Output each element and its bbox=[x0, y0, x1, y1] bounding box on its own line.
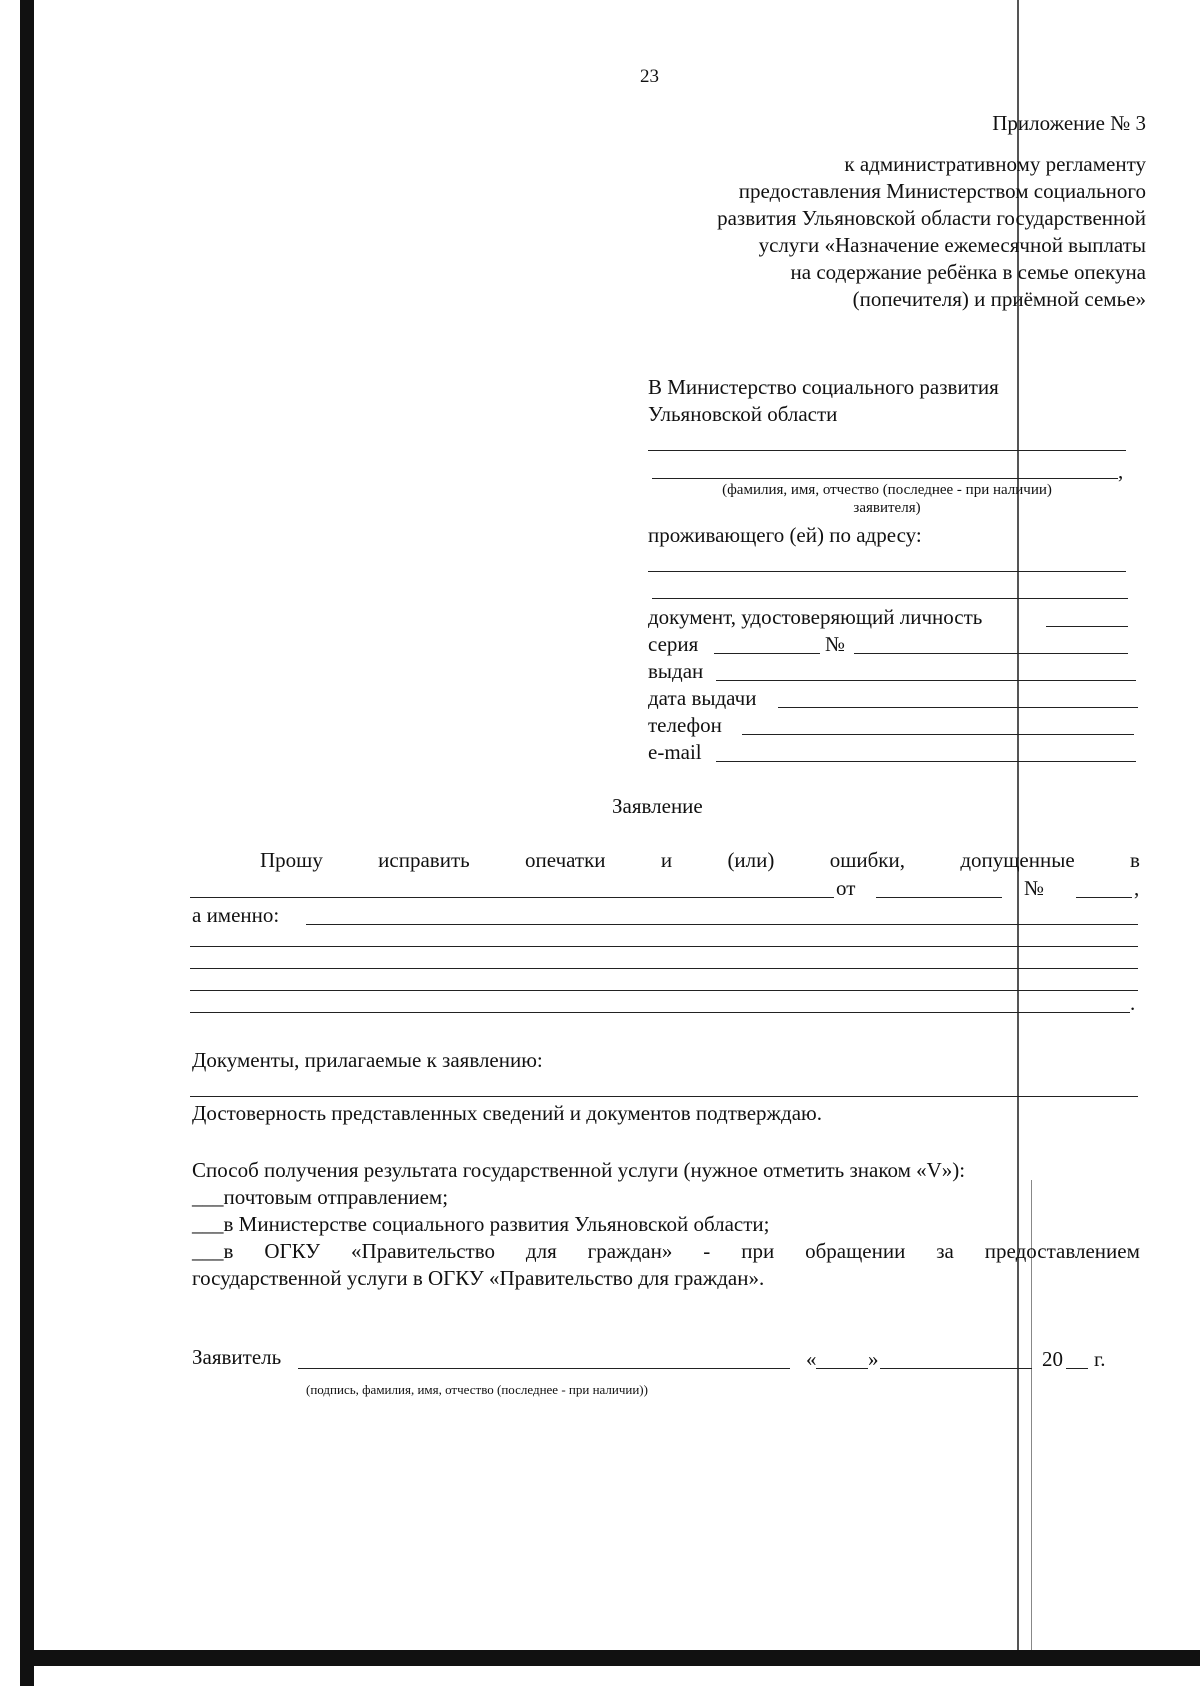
namely-end-dot: . bbox=[1130, 991, 1136, 1015]
statement-title: Заявление bbox=[612, 794, 703, 818]
delivery-option-ogku-line-2: государственной услуги в ОГКУ «Правительство для граждан». bbox=[192, 1266, 765, 1290]
doc-number-field[interactable] bbox=[854, 653, 1128, 654]
option-word: ОГКУ bbox=[264, 1239, 321, 1263]
address-label: проживающего (ей) по адресу: bbox=[648, 523, 922, 547]
issued-field[interactable] bbox=[716, 680, 1136, 681]
delivery-option-ministry[interactable] bbox=[192, 1211, 770, 1238]
appendix-title: Приложение № 3 bbox=[992, 111, 1146, 135]
option-word: в bbox=[223, 1239, 234, 1263]
ref-number-sign: № bbox=[1024, 876, 1045, 900]
documents-label: Документы, прилагаемые к заявлению: bbox=[192, 1048, 543, 1072]
name-caption-2: заявителя) bbox=[853, 500, 921, 516]
address-field-2[interactable] bbox=[652, 598, 1128, 599]
request-word: в bbox=[1130, 848, 1140, 872]
series-field[interactable] bbox=[714, 653, 820, 654]
year-suffix: г. bbox=[1094, 1347, 1106, 1371]
checkbox-blank[interactable]: ___ bbox=[192, 1239, 224, 1263]
namely-field-line-4[interactable] bbox=[190, 990, 1138, 991]
issue-date-field[interactable] bbox=[778, 707, 1138, 708]
request-word: ошибки, bbox=[829, 848, 906, 872]
series-number-sign: № bbox=[825, 632, 846, 656]
year-prefix: 20 bbox=[1042, 1347, 1063, 1371]
from-label: от bbox=[836, 876, 856, 900]
appendix-line-5: на содержание ребёнка в семье опекуна bbox=[790, 260, 1146, 284]
scan-left-border bbox=[20, 0, 34, 1686]
ref-comma: , bbox=[1134, 876, 1140, 900]
applicant-name-field[interactable] bbox=[652, 478, 1118, 479]
checkbox-blank[interactable]: ___ bbox=[192, 1212, 224, 1236]
phone-label: телефон bbox=[648, 713, 722, 737]
email-field[interactable] bbox=[716, 761, 1136, 762]
month-field[interactable] bbox=[880, 1368, 1032, 1369]
phone-field[interactable] bbox=[742, 734, 1134, 735]
addressee-blank-1[interactable] bbox=[648, 450, 1126, 451]
ref-number-field[interactable] bbox=[1076, 897, 1132, 898]
day-field[interactable] bbox=[816, 1368, 868, 1369]
delivery-label: Способ получения результата государственной услуги (нужное отметить знаком «V»): bbox=[192, 1158, 966, 1182]
request-word: допущенные bbox=[960, 848, 1075, 872]
name-caption-1: (фамилия, имя, отчество (последнее - при наличии) bbox=[722, 482, 1052, 498]
address-field-1[interactable] bbox=[648, 571, 1126, 572]
document-ref-field[interactable] bbox=[190, 897, 834, 898]
request-word: Прошу bbox=[260, 848, 323, 872]
request-word: и bbox=[660, 848, 673, 872]
year-field[interactable] bbox=[1066, 1368, 1088, 1369]
option-word: обращении bbox=[805, 1239, 906, 1263]
appendix-line-1: к административному регламенту bbox=[844, 152, 1146, 176]
date-ref-field[interactable] bbox=[876, 897, 1002, 898]
option-word: - bbox=[703, 1239, 711, 1263]
option-label: почтовым отправлением; bbox=[223, 1185, 449, 1209]
signature-field[interactable] bbox=[298, 1368, 790, 1369]
name-comma: , bbox=[1118, 459, 1124, 483]
applicant-label: Заявитель bbox=[192, 1345, 282, 1369]
issued-label: выдан bbox=[648, 659, 704, 683]
option-word: для bbox=[525, 1239, 557, 1263]
checkbox-blank[interactable]: ___ bbox=[192, 1185, 224, 1209]
option-word: за bbox=[936, 1239, 954, 1263]
option-word: граждан» bbox=[587, 1239, 673, 1263]
option-label: в Министерстве социального развития Ульяновской области; bbox=[223, 1212, 770, 1236]
date-close-quote: » bbox=[868, 1347, 879, 1371]
request-word: исправить bbox=[378, 848, 470, 872]
namely-field-line-2[interactable] bbox=[190, 946, 1138, 947]
id-doc-label: документ, удостоверяющий личность bbox=[648, 605, 983, 629]
request-line bbox=[260, 847, 1140, 874]
namely-label: а именно: bbox=[192, 903, 280, 927]
documents-field[interactable] bbox=[190, 1096, 1138, 1097]
delivery-option-ogku[interactable] bbox=[192, 1238, 1140, 1265]
option-word: «Правительство bbox=[351, 1239, 495, 1263]
page-number: 23 bbox=[640, 66, 659, 87]
appendix-line-3: развития Ульяновской области государственной bbox=[717, 206, 1146, 230]
addressee-line-1: В Министерство социального развития bbox=[648, 375, 999, 399]
email-label: e-mail bbox=[648, 740, 702, 764]
appendix-line-4: услуги «Назначение ежемесячной выплаты bbox=[758, 233, 1146, 257]
request-word: (или) bbox=[727, 848, 775, 872]
issue-date-label: дата выдачи bbox=[648, 686, 757, 710]
scan-bottom-border bbox=[20, 1650, 1200, 1666]
request-word: опечатки bbox=[525, 848, 606, 872]
appendix-line-2: предоставления Министерством социального bbox=[738, 179, 1146, 203]
namely-field[interactable] bbox=[306, 924, 1138, 925]
option-word: при bbox=[741, 1239, 775, 1263]
appendix-line-6: (попечителя) и приёмной семье» bbox=[852, 287, 1146, 311]
id-doc-field[interactable] bbox=[1046, 626, 1128, 627]
confirm-text: Достоверность представленных сведений и документов подтверждаю. bbox=[192, 1101, 822, 1125]
date-open-quote: « bbox=[806, 1347, 817, 1371]
series-label: серия bbox=[648, 632, 699, 656]
addressee-line-2: Ульяновской области bbox=[648, 402, 838, 426]
delivery-option-post[interactable] bbox=[192, 1184, 448, 1211]
namely-field-line-5[interactable] bbox=[190, 1012, 1130, 1013]
option-word: предоставлением bbox=[984, 1239, 1140, 1263]
signature-caption: (подпись, фамилия, имя, отчество (последнее - при наличии)) bbox=[306, 1382, 648, 1397]
namely-field-line-3[interactable] bbox=[190, 968, 1138, 969]
